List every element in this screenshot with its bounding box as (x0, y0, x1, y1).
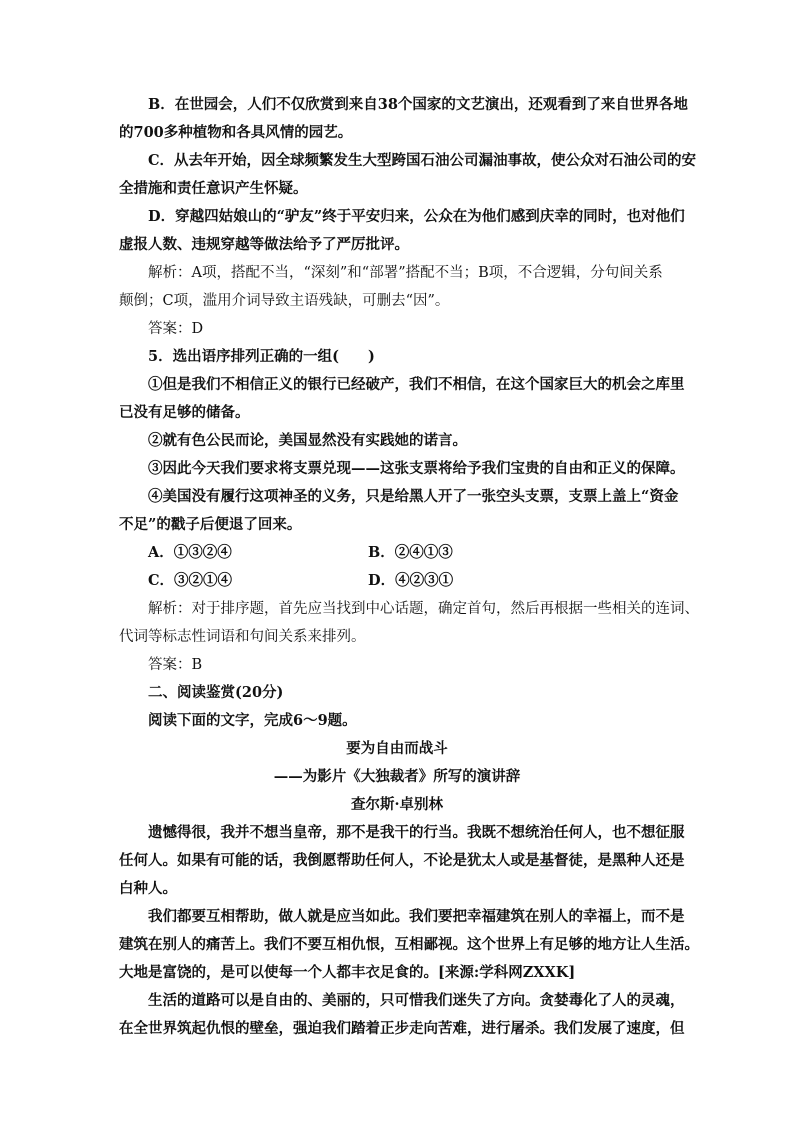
paragraph-2-line-1: 我们都要互相帮助，做人就是应当如此。我们要把幸福建筑在别人的幸福上，而不是 (148, 908, 685, 925)
sentence-1-line-1: ①但是我们不相信正义的银行已经破产，我们不相信，在这个国家巨大的机会之库里 (148, 376, 685, 393)
sentence-1-line-2: 已没有足够的储备。 (119, 404, 250, 421)
choice-a: A．①③②④ (148, 544, 232, 561)
option-b-line-2: 的700多种植物和各具风情的园艺。 (119, 124, 353, 141)
question-5: 5．选出语序排列正确的一组( ) (148, 348, 375, 365)
paragraph-1-line-2: 任何人。如果有可能的话，我倒愿帮助任何人，不论是犹太人或是基督徒，是黑种人还是 (119, 852, 685, 869)
option-c-line-1: C．从去年开始，因全球频繁发生大型跨国石油公司漏油事故，使公众对石油公司的安 (148, 152, 697, 169)
answer-4: 答案：D (148, 321, 204, 337)
option-c-line-2: 全措施和责任意识产生怀疑。 (119, 180, 308, 197)
section-heading: 二、阅读鉴赏(20分) (148, 684, 284, 701)
option-b-line-1: B．在世园会，人们不仅欣赏到来自38个国家的文艺演出，还观看到了来自世界各地 (148, 96, 688, 113)
paragraph-3-line-1: 生活的道路可以是自由的、美丽的，只可惜我们迷失了方向。贪婪毒化了人的灵魂， (148, 992, 685, 1009)
article-subtitle: ——为影片《大独裁者》所写的演讲辞 (273, 768, 521, 785)
article-title: 要为自由而战斗 (346, 740, 448, 757)
reading-instruction: 阅读下面的文字，完成6～9题。 (148, 712, 357, 729)
sentence-3: ③因此今天我们要求将支票兑现——这张支票将给予我们宝贵的自由和正义的保障。 (148, 460, 685, 477)
sentence-4-line-2: 不足”的戳子后便退了回来。 (119, 516, 302, 533)
option-d-line-2: 虚报人数、违规穿越等做法给予了严厉批评。 (119, 236, 409, 253)
paragraph-3-line-2: 在全世界筑起仇恨的壁垒，强迫我们踏着正步走向苦难，进行屠杀。我们发展了速度，但 (119, 1020, 685, 1037)
sentence-2: ②就有色公民而论，美国显然没有实践她的诺言。 (148, 432, 467, 449)
sentence-4-line-1: ④美国没有履行这项神圣的义务，只是给黑人开了一张空头支票，支票上盖上“资金 (148, 488, 679, 505)
choice-b: B．②④①③ (368, 544, 453, 561)
paragraph-1-line-1: 遗憾得很，我并不想当皇帝，那不是我干的行当。我既不想统治任何人，也不想征服 (148, 824, 685, 841)
choice-c: C．③②①④ (148, 572, 233, 589)
option-d-line-1: D．穿越四姑娘山的“驴友”终于平安归来，公众在为他们感到庆幸的同时，也对他们 (148, 208, 685, 225)
paragraph-1-line-3: 白种人。 (119, 880, 177, 897)
analysis-5-line-1: 解析：对于排序题，首先应当找到中心话题，确定首句，然后再根据一些相关的连词、 (148, 601, 699, 617)
answer-5: 答案：B (148, 657, 203, 673)
analysis-5-line-2: 代词等标志性词语和句间关系来排列。 (119, 629, 366, 645)
analysis-4-line-1: 解析：A项，搭配不当，“深刻”和“部署”搭配不当；B项，不合逻辑，分句间关系 (148, 265, 663, 281)
choice-d: D．④②③① (368, 572, 454, 589)
article-author: 查尔斯·卓别林 (350, 796, 444, 813)
paragraph-2-line-2: 建筑在别人的痛苦上。我们不要互相仇恨，互相鄙视。这个世界上有足够的地方让人生活。 (119, 936, 699, 953)
analysis-4-line-2: 颠倒；C项，滥用介词导致主语残缺，可删去“因”。 (119, 293, 450, 309)
paragraph-2-line-3: 大地是富饶的，是可以使每一个人都丰衣足食的。[来源:学科网ZXXK] (119, 964, 576, 981)
